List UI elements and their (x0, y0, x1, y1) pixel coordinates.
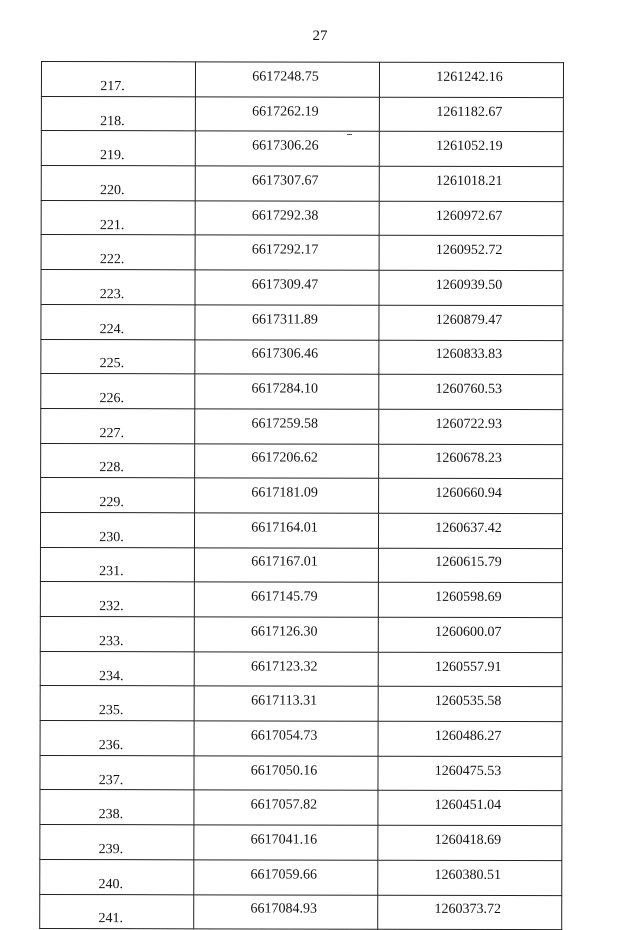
y-coordinate-cell-text: 1260660.94 (435, 485, 502, 502)
point-number-cell (41, 478, 195, 513)
point-number-cell-text: 240. (98, 876, 124, 892)
y-coordinate-cell (379, 478, 563, 513)
point-number-cell (40, 547, 194, 582)
y-coordinate-cell-text: 1261242.16 (436, 69, 503, 85)
y-coordinate-cell (378, 687, 562, 722)
point-number-cell-text: 219. (100, 148, 125, 164)
x-coordinate-cell (194, 790, 378, 825)
x-coordinate-cell-text: 6617262.19 (252, 103, 319, 120)
x-coordinate-cell (195, 305, 379, 340)
x-coordinate-cell-text: 6617307.67 (251, 173, 319, 189)
y-coordinate-cell-text: 1260451.04 (434, 798, 502, 814)
y-coordinate-cell-text: 1260373.72 (434, 902, 501, 918)
y-coordinate-cell (378, 548, 562, 583)
y-coordinate-cell-text: 1261182.67 (436, 104, 503, 120)
x-coordinate-cell (195, 131, 379, 166)
table-row (41, 408, 563, 444)
point-number-cell-text: 238. (98, 807, 124, 823)
table-row (41, 62, 563, 98)
y-coordinate-cell-text: 1260615.79 (435, 555, 502, 571)
y-coordinate-cell (379, 201, 563, 236)
x-coordinate-cell-text: 6617057.82 (250, 797, 318, 813)
table-row (40, 582, 562, 618)
point-number-cell (41, 304, 195, 339)
table-row (41, 443, 563, 479)
page-number: 27 (312, 28, 328, 44)
y-coordinate-cell (378, 756, 562, 791)
x-coordinate-cell (194, 686, 378, 721)
point-number-cell (41, 339, 195, 374)
x-coordinate-cell (195, 97, 379, 132)
x-coordinate-cell-text: 6617113.31 (251, 693, 318, 709)
y-coordinate-cell (379, 270, 563, 305)
x-coordinate-cell-text: 6617248.75 (252, 69, 319, 85)
point-number-cell (41, 131, 195, 166)
y-coordinate-cell (379, 409, 563, 444)
point-number-cell (40, 894, 194, 929)
y-coordinate-cell-text: 1260486.27 (434, 728, 502, 744)
point-number-cell-text: 223. (99, 287, 125, 303)
point-number-cell-text: 233. (99, 633, 124, 650)
point-number-cell (41, 166, 195, 201)
y-coordinate-cell-text: 1260535.58 (434, 694, 502, 710)
table-row (40, 512, 562, 548)
x-coordinate-cell (194, 756, 378, 791)
table-row (41, 304, 563, 340)
y-coordinate-cell (379, 374, 563, 409)
x-coordinate-cell-text: 6617292.17 (251, 242, 319, 258)
x-coordinate-cell (195, 339, 379, 374)
point-number-cell-text: 217. (100, 78, 125, 95)
point-number-cell-text: 218. (100, 113, 125, 129)
point-number-cell-text: 220. (99, 183, 125, 199)
table-row (41, 270, 563, 306)
y-coordinate-cell-text: 1260972.67 (435, 208, 503, 224)
x-coordinate-cell-text: 6617306.46 (251, 346, 319, 362)
table-row (40, 721, 562, 757)
x-coordinate-cell-text: 6617054.73 (250, 728, 318, 744)
coordinates-table-body (40, 62, 564, 930)
x-coordinate-cell (195, 374, 379, 409)
y-coordinate-cell (379, 62, 563, 97)
x-coordinate-cell (194, 513, 378, 548)
y-coordinate-cell-text: 1260418.69 (434, 832, 502, 848)
point-number-cell (40, 582, 194, 617)
table-row (40, 686, 562, 722)
point-number-cell (41, 374, 195, 409)
x-coordinate-cell-text: 6617145.79 (251, 589, 318, 605)
y-coordinate-cell (378, 652, 562, 687)
y-coordinate-cell-text: 1260678.23 (435, 451, 502, 467)
y-coordinate-cell (378, 825, 562, 860)
y-coordinate-cell (379, 236, 563, 271)
x-coordinate-cell-text: 6617041.16 (250, 832, 318, 848)
x-coordinate-cell (195, 409, 379, 444)
table-row (40, 825, 562, 861)
y-coordinate-cell (378, 895, 562, 930)
x-coordinate-cell (194, 582, 378, 617)
x-coordinate-cell-text: 6617306.26 (252, 138, 319, 154)
point-number-cell-text: 239. (98, 842, 124, 858)
x-coordinate-cell-text: 6617206.62 (251, 450, 318, 466)
y-coordinate-cell-text: 1260760.53 (435, 381, 503, 397)
point-number-cell (41, 270, 195, 305)
x-coordinate-cell (195, 62, 379, 97)
y-coordinate-cell (379, 340, 563, 375)
y-coordinate-cell (379, 97, 563, 132)
y-coordinate-cell-text: 1260380.51 (434, 867, 502, 883)
x-coordinate-cell (194, 721, 378, 756)
point-number-cell-text: 222. (99, 252, 125, 268)
y-coordinate-cell (378, 791, 562, 826)
point-number-cell-text: 230. (99, 529, 124, 545)
point-number-cell-text: 241. (98, 911, 123, 927)
x-coordinate-cell (195, 235, 379, 270)
table-row (41, 235, 563, 271)
point-number-cell (41, 200, 195, 235)
table-row (41, 131, 563, 167)
y-coordinate-cell (379, 305, 563, 340)
point-number-cell-text: 224. (99, 321, 125, 337)
table-row (40, 616, 562, 652)
point-number-cell-text: 235. (98, 703, 124, 719)
x-coordinate-cell-text: 6617311.89 (251, 312, 318, 328)
y-coordinate-cell (378, 617, 562, 652)
y-coordinate-cell-text: 1260952.72 (435, 243, 503, 259)
point-number-cell (41, 235, 195, 270)
point-number-cell (40, 790, 194, 825)
x-coordinate-cell-text: 6617059.66 (250, 867, 318, 883)
x-coordinate-cell (195, 443, 379, 478)
point-number-cell-text: 227. (99, 425, 124, 441)
table-row (41, 374, 563, 410)
point-number-cell (40, 825, 194, 860)
point-number-cell (41, 62, 195, 97)
y-coordinate-cell-text: 1260722.93 (435, 416, 503, 432)
point-number-cell-text: 221. (99, 217, 125, 233)
y-coordinate-cell-text: 1261052.19 (436, 139, 503, 155)
y-coordinate-cell-text: 1260879.47 (435, 312, 503, 328)
x-coordinate-cell (195, 478, 379, 513)
y-coordinate-cell (379, 444, 563, 479)
point-number-cell (40, 755, 194, 790)
x-coordinate-cell-text: 6617164.01 (251, 520, 318, 536)
point-number-cell (40, 721, 194, 756)
point-number-cell-text: 237. (98, 772, 124, 788)
x-coordinate-cell-text: 6617084.93 (250, 901, 317, 917)
x-coordinate-cell (195, 201, 379, 236)
x-coordinate-cell-text: 6617126.30 (251, 624, 318, 640)
y-coordinate-cell (378, 721, 562, 756)
y-coordinate-cell-text: 1260939.50 (435, 277, 503, 293)
y-coordinate-cell (378, 583, 562, 618)
table-row (40, 547, 562, 583)
x-coordinate-cell (195, 166, 379, 201)
point-number-cell-text: 232. (99, 599, 124, 615)
y-coordinate-cell (378, 860, 562, 895)
point-number-cell (40, 512, 194, 547)
x-coordinate-cell-text: 6617050.16 (250, 763, 318, 779)
x-coordinate-cell (194, 617, 378, 652)
table-row (41, 339, 563, 375)
x-coordinate-cell (194, 825, 378, 860)
point-number-cell-text: 226. (99, 391, 125, 407)
point-number-cell (40, 859, 194, 894)
y-coordinate-cell (379, 166, 563, 201)
x-coordinate-cell (194, 547, 378, 582)
point-number-cell (40, 686, 194, 721)
point-number-cell-text: 231. (99, 564, 124, 580)
point-number-cell-text: 234. (98, 668, 124, 684)
table-row (40, 790, 562, 826)
y-coordinate-cell-text: 1260637.42 (435, 520, 502, 536)
y-coordinate-cell-text: 1260833.83 (435, 347, 503, 363)
x-coordinate-cell-text: 6617284.10 (251, 381, 319, 397)
y-coordinate-cell (378, 513, 562, 548)
table-row (40, 859, 562, 895)
y-coordinate-cell-text: 1260600.07 (435, 624, 502, 640)
table-row (41, 200, 563, 236)
x-coordinate-cell (194, 652, 378, 687)
point-number-cell (41, 96, 195, 131)
x-coordinate-cell (195, 270, 379, 305)
point-number-cell (40, 651, 194, 686)
x-coordinate-cell (194, 894, 378, 929)
table-row (40, 755, 562, 791)
table-row (41, 478, 563, 514)
y-coordinate-cell-text: 1260598.69 (435, 589, 502, 606)
table-row (41, 96, 563, 132)
table-row (41, 166, 563, 202)
y-coordinate-cell-text: 1260557.91 (434, 659, 502, 675)
point-number-cell-text: 228. (99, 460, 124, 476)
y-coordinate-cell-text: 1261018.21 (435, 173, 503, 189)
x-coordinate-cell-text: 6617123.32 (250, 658, 318, 675)
y-coordinate-cell (379, 132, 563, 167)
point-number-cell (41, 408, 195, 443)
point-number-cell (41, 443, 195, 478)
x-coordinate-cell-text: 6617167.01 (251, 554, 318, 571)
x-coordinate-cell-text: 6617259.58 (251, 416, 319, 432)
table-row (40, 894, 562, 930)
point-number-cell-text: 229. (99, 495, 124, 511)
x-coordinate-cell (194, 860, 378, 895)
x-coordinate-cell-text: 6617181.09 (251, 485, 318, 501)
x-coordinate-cell-text: 6617292.38 (251, 208, 319, 224)
point-number-cell (40, 616, 194, 651)
point-number-cell-text: 225. (99, 356, 125, 372)
table-row (40, 651, 562, 687)
point-number-cell-text: 236. (98, 738, 124, 754)
coordinates-table (39, 61, 564, 930)
y-coordinate-cell-text: 1260475.53 (434, 763, 502, 779)
x-coordinate-cell-text: 6617309.47 (251, 277, 319, 293)
